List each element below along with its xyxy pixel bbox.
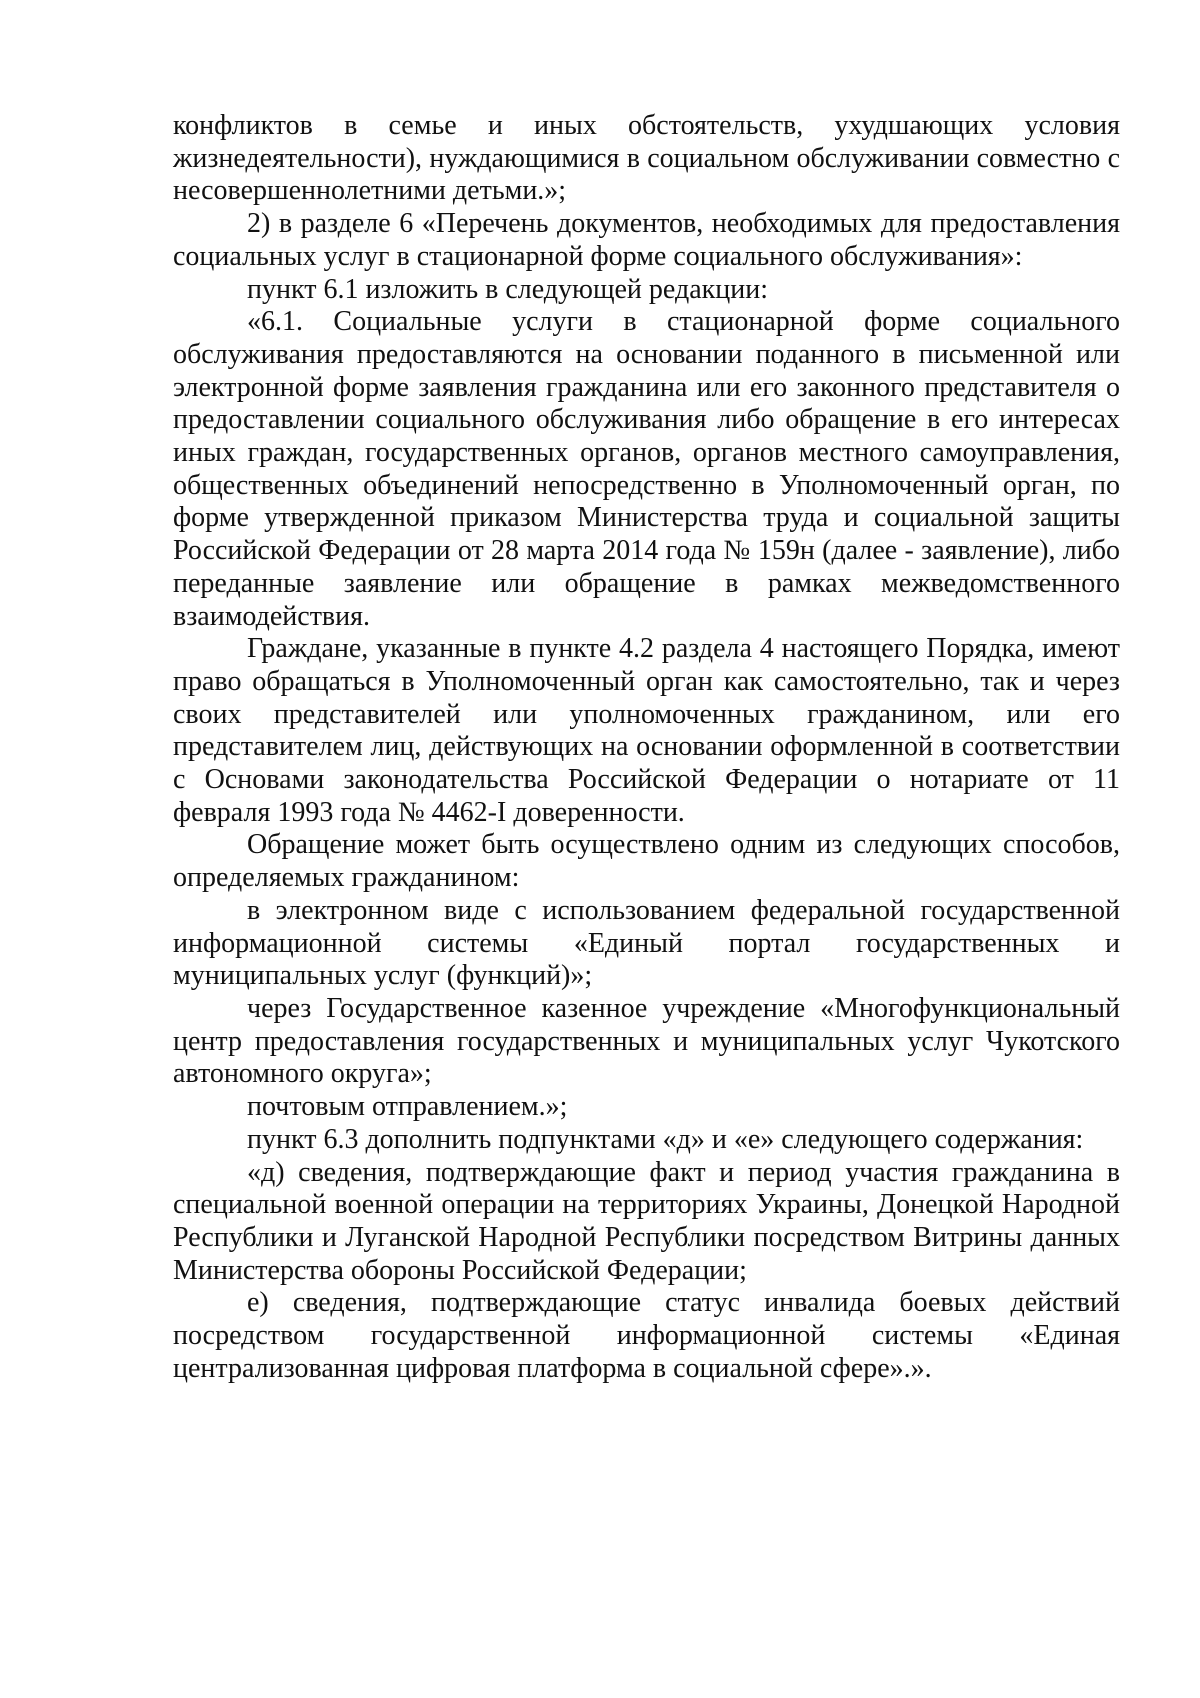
paragraph-citizens: Граждане, указанные в пункте 4.2 раздела 4 настоящего Порядка, имеют право обращаться в Уполномоченный орган как самостоятельно, так и через своих представителей или уполномоченных гражданином, или его представителем лиц, действующих на основании оформленной в соответствии с Основами законодательства Российской Федерации о нотариате от 11 февраля 1993 года № 4462-I доверенности. — [173, 633, 1120, 828]
paragraph-continuation: конфликтов в семье и иных обстоятельств, ухудшающих условия жизнедеятельности), нуждающимися в социальном обслуживании совместно с несовершеннолетними детьми.»; — [173, 110, 1120, 207]
paragraph-method-electronic: в электронном виде с использованием федеральной государственной информационной системы «Единый портал государственных и муниципальных услуг (функций)»; — [173, 894, 1120, 992]
paragraph-method-mfc: через Государственное казенное учреждение «Многофункциональный центр предоставления государственных и муниципальных услуг Чукотского автономного округа»; — [173, 992, 1120, 1090]
paragraph-point-6-1-text: «6.1. Социальные услуги в стационарной форме социального обслуживания предоставляются на основании поданного в письменной или электронной форме заявления гражданина или его законного представителя о предоставлении социального обслуживания либо обращение в его интересах иных граждан, государственных органов, органов местного самоуправления, общественных объединений непосредственно в Уполномоченный орган, по форме утвержденной приказом Министерства труда и социальной защиты Российской Федерации от 28 марта 2014 года № 159н (далее - заявление), либо переданные заявление или обращение в рамках межведомственного взаимодействия. — [173, 306, 1120, 632]
paragraph-method-mail: почтовым отправлением.»; — [247, 1091, 568, 1123]
paragraph-appeal-methods: Обращение может быть осуществлено одним из следующих способов, определяемых гражданином: — [173, 829, 1120, 894]
paragraph-subpoint-e: е) сведения, подтверждающие статус инвалида боевых действий посредством государственной информационной системы «Единая централизованная цифровая платформа в социальной сфере».». — [173, 1287, 1120, 1384]
paragraph-point-6-1-intro: пункт 6.1 изложить в следующей редакции: — [247, 273, 768, 305]
document-body — [173, 110, 1120, 1385]
paragraph-point-6-3-intro: пункт 6.3 дополнить подпунктами «д» и «е» следующего содержания: — [247, 1123, 1084, 1155]
paragraph-item-2: 2) в разделе 6 «Перечень документов, необходимых для предоставления социальных услуг в стационарной форме социального обслуживания»: — [173, 208, 1120, 272]
paragraph-subpoint-d: «д) сведения, подтверждающие факт и период участия гражданина в специальной военной операции на территориях Украины, Донецкой Народной Республики и Луганской Народной Республики посредством Витрины данных Министерства обороны Российской Федерации; — [173, 1156, 1120, 1286]
